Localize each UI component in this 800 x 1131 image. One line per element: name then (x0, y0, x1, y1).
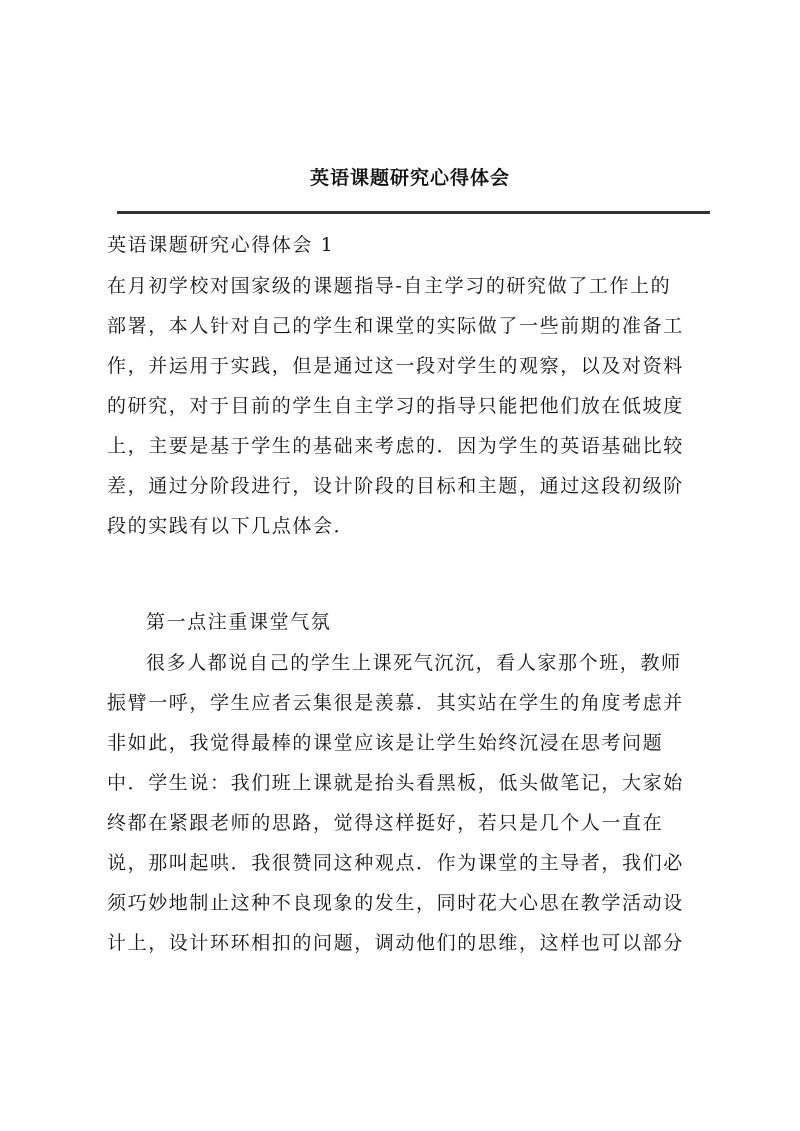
body-line: 说，那叫起哄．我很赞同这种观点．作为课堂的主导者，我们必 (107, 852, 684, 874)
title-divider (117, 211, 710, 214)
body-line: 终都在紧跟老师的思路，觉得这样挺好，若只是几个人一直在 (107, 812, 664, 834)
intro-line: 作，并运用于实践，但是通过这一段对学生的观察，以及对资料 (107, 355, 684, 377)
intro-line: 的研究，对于目前的学生自主学习的指导只能把他们放在低坡度 (107, 395, 684, 417)
intro-line: 段的实践有以下几点体会． (107, 515, 355, 537)
body-line: 很多人都说自己的学生上课死气沉沉，看人家那个班，教师 (146, 652, 682, 674)
intro-line: 部署，本人针对自己的学生和课堂的实际做了一些前期的准备工 (107, 315, 684, 337)
body-line: 非如此，我觉得最棒的课堂应该是让学生始终沉浸在思考问题 (107, 732, 664, 754)
body-line: 须巧妙地制止这种不良现象的发生，同时花大心思在教学活动设 (107, 892, 684, 914)
point-heading: 第一点注重课堂气氛 (146, 611, 332, 633)
section-heading: 英语课题研究心得体会 1 (107, 234, 335, 256)
intro-line: 差，通过分阶段进行，设计阶段的目标和主题，通过这段初级阶 (107, 475, 684, 497)
body-line: 振臂一呼，学生应者云集很是羡慕．其实站在学生的角度考虑并 (107, 692, 684, 714)
body-line: 计上，设计环环相扣的问题，调动他们的思维，这样也可以部分 (107, 932, 684, 954)
intro-line: 上，主要是基于学生的基础来考虑的．因为学生的英语基础比较 (107, 435, 684, 457)
body-line: 中．学生说：我们班上课就是抬头看黑板，低头做笔记，大家始 (107, 772, 684, 794)
intro-line: 在月初学校对国家级的课题指导-自主学习的研究做了工作上的 (107, 275, 672, 297)
document-title: 英语课题研究心得体会 (309, 167, 510, 189)
